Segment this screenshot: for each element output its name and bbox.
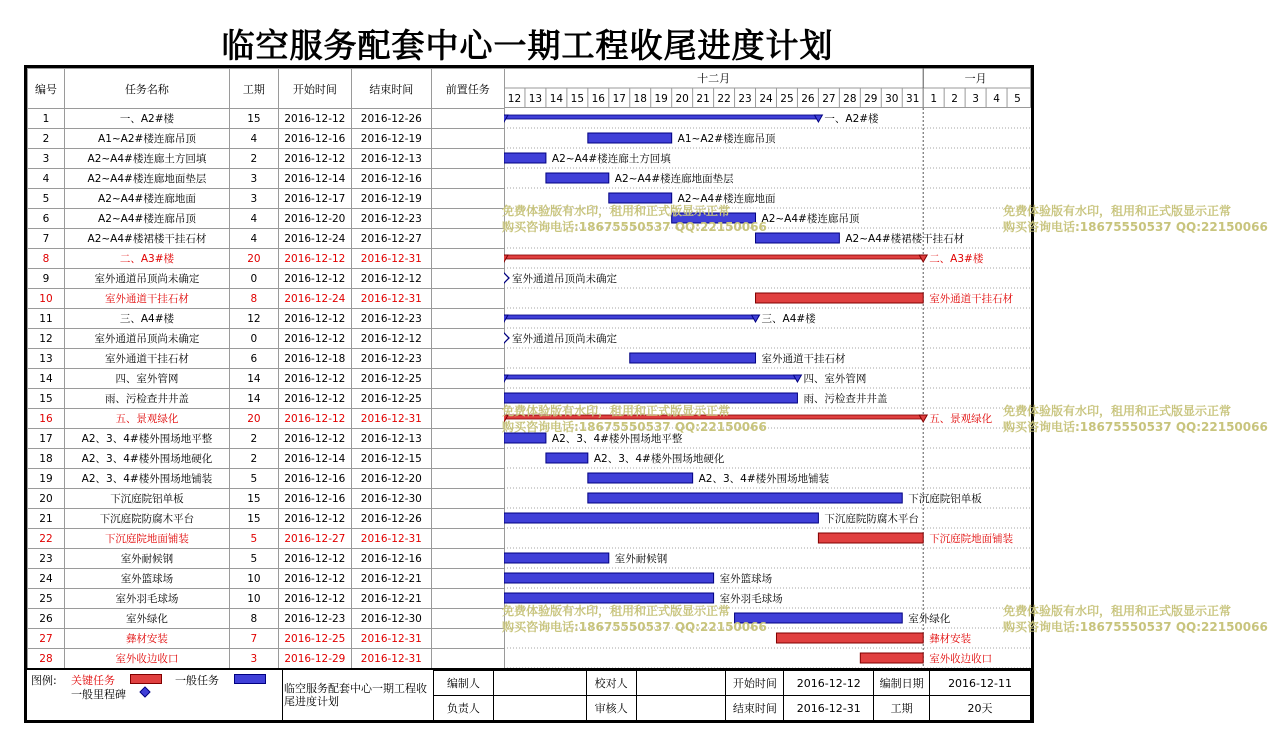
legend-block [27,670,283,722]
day-tick-label: 14 [549,93,564,105]
cell-id: 24 [28,569,65,589]
cell-end: 2016-12-31 [351,629,431,649]
cell-id: 4 [28,169,65,189]
task-bar [588,493,902,503]
task-bar [504,593,714,603]
cell-end: 2016-12-30 [351,489,431,509]
cell-id: 18 [28,449,65,469]
footer-end-time-value: 2016-12-31 [784,696,874,721]
day-tick-label: 1 [930,93,938,105]
cell-start: 2016-12-12 [278,249,351,269]
cell-id: 27 [28,629,65,649]
cell-id: 11 [28,309,65,329]
cell-predecessor [431,229,504,249]
cell-duration: 2 [229,149,278,169]
cell-start: 2016-12-16 [278,469,351,489]
cell-duration: 8 [229,609,278,629]
footer-duration-label: 工期 [874,696,930,721]
cell-name: 一、A2#楼 [64,109,229,129]
task-bar [818,533,923,543]
day-tick-label: 12 [507,93,522,105]
cell-end: 2016-12-15 [351,449,431,469]
header-start: 开始时间 [278,69,351,109]
cell-id: 15 [28,389,65,409]
cell-predecessor [431,409,504,429]
cell-predecessor [431,649,504,669]
bar-label: 二、A3#楼 [929,253,984,265]
day-tick-label: 18 [633,93,647,105]
cell-start: 2016-12-23 [278,609,351,629]
bar-label: 下沉庭院铝单板 [908,493,982,505]
cell-duration: 3 [229,649,278,669]
cell-duration: 2 [229,429,278,449]
task-bar [504,553,609,563]
cell-end: 2016-12-23 [351,209,431,229]
cell-name: A2~A4#楼连廊土方回填 [64,149,229,169]
legend-critical-swatch [130,674,162,684]
bar-label: 室外耐候钢 [614,553,668,565]
cell-start: 2016-12-18 [278,349,351,369]
footer-compiler-value [493,671,586,696]
footer-checker-value [636,671,726,696]
cell-duration: 5 [229,529,278,549]
day-tick-label: 19 [654,93,668,105]
footer-duration-value: 20天 [930,696,1031,721]
cell-id: 22 [28,529,65,549]
cell-end: 2016-12-21 [351,569,431,589]
cell-duration: 5 [229,549,278,569]
bar-label: A2~A4#楼裙楼干挂石材 [845,233,965,245]
day-tick-label: 23 [738,93,752,105]
cell-predecessor [431,269,504,289]
cell-predecessor [431,369,504,389]
month-label-jan: 一月 [964,72,987,85]
cell-end: 2016-12-19 [351,189,431,209]
cell-end: 2016-12-26 [351,509,431,529]
cell-start: 2016-12-12 [278,409,351,429]
cell-id: 26 [28,609,65,629]
cell-duration: 15 [229,489,278,509]
cell-name: A2、3、4#楼外围场地平整 [64,429,229,449]
bar-label: 室外羽毛球场 [719,593,783,605]
cell-end: 2016-12-19 [351,129,431,149]
watermark-6: 免费体验版有水印，租用和正式版显示正常 购买咨询电话:18675550537 QQ:22150066 [1003,604,1268,634]
bar-label: 五、景观绿化 [929,413,993,425]
bar-label: 室外通道吊顶尚未确定 [512,333,617,345]
cell-id: 1 [28,109,65,129]
cell-start: 2016-12-12 [278,269,351,289]
cell-end: 2016-12-23 [351,349,431,369]
cell-id: 21 [28,509,65,529]
cell-name: 室外羽毛球场 [64,589,229,609]
bar-label: 四、室外管网 [803,373,867,385]
cell-id: 12 [28,329,65,349]
cell-start: 2016-12-12 [278,149,351,169]
cell-end: 2016-12-16 [351,169,431,189]
cell-id: 14 [28,369,65,389]
cell-name: 室外通道吊顶尚未确定 [64,269,229,289]
bar-label: 彝材安装 [929,633,972,645]
cell-end: 2016-12-25 [351,369,431,389]
cell-end: 2016-12-31 [351,649,431,669]
day-tick-label: 15 [570,93,585,105]
cell-name: 五、景观绿化 [64,409,229,429]
cell-duration: 8 [229,289,278,309]
day-tick-label: 17 [612,93,626,105]
cell-duration: 7 [229,629,278,649]
legend-milestone-diamond-icon [139,686,151,698]
bar-label: 一、A2#楼 [824,113,879,125]
bar-label: A2、3、4#楼外围场地平整 [551,433,683,445]
cell-duration: 10 [229,569,278,589]
cell-predecessor [431,149,504,169]
header-end: 结束时间 [351,69,431,109]
cell-predecessor [431,169,504,189]
header-id: 编号 [28,69,65,109]
cell-predecessor [431,509,504,529]
cell-duration: 0 [229,329,278,349]
cell-start: 2016-12-12 [278,329,351,349]
cell-predecessor [431,589,504,609]
cell-duration: 3 [229,169,278,189]
cell-name: 二、A3#楼 [64,249,229,269]
footer-project-name: 临空服务配套中心一期工程收尾进度计划 [284,682,427,708]
cell-end: 2016-12-26 [351,109,431,129]
cell-end: 2016-12-21 [351,589,431,609]
signoff-table [433,670,1031,721]
summary-bar [504,315,756,319]
task-bar [504,153,546,163]
cell-start: 2016-12-12 [278,589,351,609]
cell-duration: 15 [229,109,278,129]
summary-bar [504,375,797,379]
legend-footer [27,668,1031,722]
cell-predecessor [431,449,504,469]
cell-start: 2016-12-16 [278,129,351,149]
cell-end: 2016-12-31 [351,249,431,269]
footer-reviewer-label: 审核人 [586,696,636,721]
cell-start: 2016-12-25 [278,629,351,649]
cell-predecessor [431,429,504,449]
header-predecessor: 前置任务 [431,69,504,109]
bar-label: 室外通道干挂石材 [929,293,1014,305]
watermark-2: 免费体验版有水印，租用和正式版显示正常 购买咨询电话:18675550537 QQ:22150066 [1003,204,1268,234]
cell-name: 雨、污检查井井盖 [64,389,229,409]
cell-predecessor [431,289,504,309]
cell-start: 2016-12-24 [278,289,351,309]
cell-name: A2~A4#楼裙楼干挂石材 [64,229,229,249]
cell-id: 6 [28,209,65,229]
day-tick-label: 31 [906,93,920,105]
milestone-diamond [504,333,509,343]
cell-name: A2、3、4#楼外围场地硬化 [64,449,229,469]
cell-name: 室外通道吊顶尚未确定 [64,329,229,349]
day-tick-label: 24 [759,93,773,105]
cell-end: 2016-12-30 [351,609,431,629]
cell-duration: 4 [229,129,278,149]
cell-name: 室外收边收口 [64,649,229,669]
cell-end: 2016-12-31 [351,529,431,549]
footer-compiler-label: 编制人 [434,671,494,696]
timeline-header [504,68,1031,108]
watermark-3: 免费体验版有水印，租用和正式版显示正常 购买咨询电话:18675550537 QQ:22150066 [502,404,767,434]
bar-label: A2~A4#楼连廊吊顶 [761,213,860,225]
task-bar [756,233,840,243]
cell-name: 室外通道干挂石材 [64,289,229,309]
cell-id: 5 [28,189,65,209]
cell-name: 四、室外管网 [64,369,229,389]
cell-duration: 20 [229,409,278,429]
cell-duration: 10 [229,589,278,609]
cell-end: 2016-12-13 [351,429,431,449]
cell-predecessor [431,629,504,649]
footer-owner-value [493,696,586,721]
cell-start: 2016-12-12 [278,429,351,449]
bar-label: A2~A4#楼连廊地面 [677,193,776,205]
bar-label: A2、3、4#楼外围场地硬化 [593,453,725,465]
legend-normal-swatch [234,674,266,684]
cell-name: A2、3、4#楼外围场地铺装 [64,469,229,489]
cell-predecessor [431,469,504,489]
day-tick-label: 26 [801,93,815,105]
cell-name: 室外耐候钢 [64,549,229,569]
day-tick-label: 3 [972,93,979,105]
footer-end-time-label: 结束时间 [726,696,784,721]
task-bar [588,473,693,483]
task-bar [609,193,672,203]
cell-predecessor [431,189,504,209]
cell-duration: 4 [229,209,278,229]
cell-start: 2016-12-12 [278,309,351,329]
bar-label: 下沉庭院地面铺装 [929,533,1014,545]
day-tick-label: 28 [843,93,857,105]
task-bar [546,453,588,463]
cell-name: A1~A2#楼连廊吊顶 [64,129,229,149]
bar-label: A2、3、4#楼外围场地铺装 [698,473,830,485]
cell-predecessor [431,109,504,129]
watermark-4: 免费体验版有水印，租用和正式版显示正常 购买咨询电话:18675550537 QQ:22150066 [1003,404,1268,434]
bar-label: 室外绿化 [908,613,951,625]
cell-start: 2016-12-12 [278,109,351,129]
watermark-5: 免费体验版有水印，租用和正式版显示正常 购买咨询电话:18675550537 QQ:22150066 [502,604,767,634]
summary-bar [504,255,923,259]
cell-duration: 14 [229,389,278,409]
bar-label: 三、A4#楼 [761,313,816,325]
day-tick-label: 20 [675,93,689,105]
cell-id: 17 [28,429,65,449]
bar-label: 室外篮球场 [719,573,773,585]
bar-label: 室外收边收口 [929,653,993,665]
cell-duration: 5 [229,469,278,489]
cell-name: A2~A4#楼连廊吊顶 [64,209,229,229]
bar-label: 室外通道吊顶尚未确定 [512,273,617,285]
cell-id: 28 [28,649,65,669]
cell-id: 10 [28,289,65,309]
cell-predecessor [431,129,504,149]
cell-duration: 2 [229,449,278,469]
cell-id: 13 [28,349,65,369]
cell-id: 16 [28,409,65,429]
day-tick-label: 21 [696,93,710,105]
cell-end: 2016-12-25 [351,389,431,409]
milestone-diamond [504,273,509,283]
header-name: 任务名称 [64,69,229,109]
task-bar [504,393,797,403]
cell-name: 三、A4#楼 [64,309,229,329]
cell-predecessor [431,529,504,549]
cell-id: 8 [28,249,65,269]
bar-label: 室外通道干挂石材 [761,353,846,365]
cell-start: 2016-12-14 [278,169,351,189]
gantt-chart-svg [504,108,1031,668]
legend-label: 图例: [31,674,57,687]
bar-label: 下沉庭院防腐木平台 [824,513,919,525]
cell-start: 2016-12-12 [278,549,351,569]
bar-label: A2~A4#楼连廊地面垫层 [614,173,734,185]
cell-end: 2016-12-20 [351,469,431,489]
day-tick-label: 27 [822,93,836,105]
cell-duration: 12 [229,309,278,329]
cell-id: 3 [28,149,65,169]
cell-start: 2016-12-12 [278,509,351,529]
day-tick-label: 25 [780,93,794,105]
cell-predecessor [431,349,504,369]
task-bar [756,293,924,303]
footer-compile-date-label: 编制日期 [874,671,930,696]
cell-start: 2016-12-14 [278,449,351,469]
cell-start: 2016-12-12 [278,369,351,389]
bar-label: 雨、污检查井井盖 [803,393,888,405]
task-bar [588,133,672,143]
cell-name: 下沉庭院地面铺装 [64,529,229,549]
cell-start: 2016-12-12 [278,389,351,409]
day-tick-label: 2 [951,93,958,105]
cell-predecessor [431,569,504,589]
cell-name: 彝材安装 [64,629,229,649]
task-bar [504,513,818,523]
cell-id: 2 [28,129,65,149]
task-bar [546,173,609,183]
footer-project-cell [282,670,434,722]
header-duration: 工期 [229,69,278,109]
cell-id: 23 [28,549,65,569]
cell-duration: 0 [229,269,278,289]
cell-predecessor [431,309,504,329]
day-tick-label: 5 [1014,93,1021,105]
cell-id: 19 [28,469,65,489]
watermark-1: 免费体验版有水印，租用和正式版显示正常 购买咨询电话:18675550537 QQ:22150066 [502,204,767,234]
summary-bar [504,115,818,119]
cell-end: 2016-12-13 [351,149,431,169]
cell-predecessor [431,249,504,269]
cell-start: 2016-12-17 [278,189,351,209]
cell-end: 2016-12-12 [351,329,431,349]
cell-id: 7 [28,229,65,249]
task-bar [860,653,923,663]
cell-predecessor [431,329,504,349]
cell-predecessor [431,609,504,629]
cell-id: 9 [28,269,65,289]
page-title: 临空服务配套中心一期工程收尾进度计划 [221,26,834,65]
cell-end: 2016-12-31 [351,409,431,429]
day-tick-label: 13 [528,93,543,105]
cell-start: 2016-12-16 [278,489,351,509]
cell-duration: 20 [229,249,278,269]
cell-name: 下沉庭院防腐木平台 [64,509,229,529]
footer-compile-date-value: 2016-12-11 [930,671,1031,696]
cell-duration: 6 [229,349,278,369]
cell-end: 2016-12-23 [351,309,431,329]
day-tick-label: 22 [717,93,731,105]
month-label-dec: 十二月 [697,72,731,85]
day-tick-label: 30 [885,93,899,105]
cell-end: 2016-12-31 [351,289,431,309]
cell-start: 2016-12-12 [278,569,351,589]
cell-end: 2016-12-16 [351,549,431,569]
footer-checker-label: 校对人 [586,671,636,696]
cell-duration: 15 [229,509,278,529]
day-tick-label: 4 [993,93,1000,105]
cell-id: 25 [28,589,65,609]
task-bar [630,353,756,363]
legend-milestone-label: 一般里程碑 [71,688,126,701]
day-tick-label: 29 [864,93,878,105]
task-bar [504,573,714,583]
cell-name: A2~A4#楼连廊地面垫层 [64,169,229,189]
bar-label: A2~A4#楼连廊土方回填 [551,153,671,165]
bar-label: A1~A2#楼连廊吊顶 [677,133,776,145]
legend-critical-label: 关键任务 [71,674,115,687]
footer-start-time-label: 开始时间 [726,671,784,696]
cell-name: 室外通道干挂石材 [64,349,229,369]
day-tick-label: 16 [591,93,606,105]
cell-start: 2016-12-20 [278,209,351,229]
cell-duration: 4 [229,229,278,249]
cell-start: 2016-12-29 [278,649,351,669]
cell-duration: 3 [229,189,278,209]
cell-id: 20 [28,489,65,509]
footer-owner-label: 负责人 [434,696,494,721]
cell-predecessor [431,549,504,569]
footer-start-time-value: 2016-12-12 [784,671,874,696]
task-bar [776,633,923,643]
cell-start: 2016-12-24 [278,229,351,249]
cell-predecessor [431,389,504,409]
cell-name: 下沉庭院铝单板 [64,489,229,509]
cell-name: 室外篮球场 [64,569,229,589]
cell-end: 2016-12-12 [351,269,431,289]
cell-name: 室外绿化 [64,609,229,629]
cell-predecessor [431,489,504,509]
footer-reviewer-value [636,696,726,721]
legend-normal-label: 一般任务 [175,674,219,687]
cell-start: 2016-12-27 [278,529,351,549]
cell-name: A2~A4#楼连廊地面 [64,189,229,209]
cell-duration: 14 [229,369,278,389]
cell-predecessor [431,209,504,229]
cell-end: 2016-12-27 [351,229,431,249]
